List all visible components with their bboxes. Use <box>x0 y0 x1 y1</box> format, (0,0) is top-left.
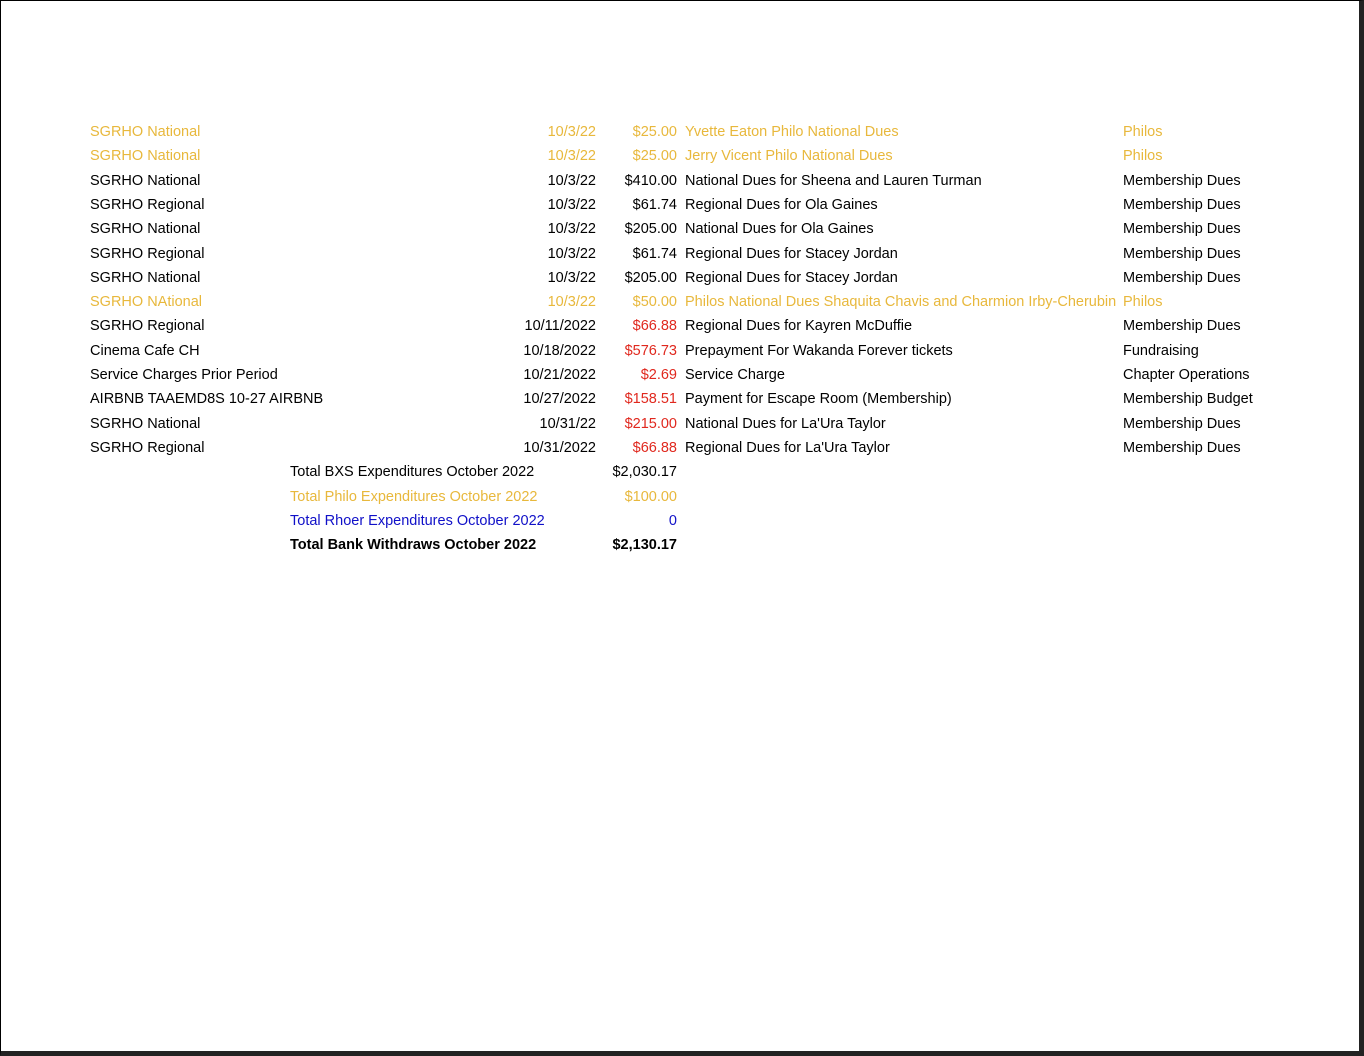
amount-cell: $66.88 <box>632 439 677 456</box>
table-row <box>1 290 1351 314</box>
category-cell: Philos <box>1123 294 1163 311</box>
description-cell: National Dues for Sheena and Lauren Turman <box>685 172 982 189</box>
payee-cell: SGRHO National <box>90 148 201 165</box>
payee-cell: SGRHO Regional <box>90 245 205 262</box>
total-row <box>1 533 1351 557</box>
category-cell: Chapter Operations <box>1123 367 1250 383</box>
category-cell: Philos <box>1123 148 1163 165</box>
payee-cell: SGRHO National <box>90 221 201 238</box>
description-cell: Regional Dues for La'Ura Taylor <box>685 439 890 456</box>
description-cell: Prepayment For Wakanda Forever tickets <box>685 342 953 359</box>
description-cell: Regional Dues for Kayren McDuffie <box>685 318 913 335</box>
total-label: Total BXS Expenditures October 2022 <box>290 464 535 481</box>
amount-cell: $50.00 <box>632 294 677 311</box>
table-row <box>1 363 1351 387</box>
payee-cell: Service Charges Prior Period <box>90 367 278 383</box>
table-row <box>1 436 1351 460</box>
total-label: Total Rhoer Expenditures October 2022 <box>290 512 545 529</box>
category-cell: Membership Dues <box>1123 318 1241 335</box>
date-cell: 10/3/22 <box>547 124 596 140</box>
table-row <box>1 193 1351 217</box>
payee-cell: Cinema Cafe CH <box>90 342 200 359</box>
total-row <box>1 460 1351 484</box>
amount-cell: $205.00 <box>624 269 677 286</box>
table-row <box>1 120 1351 144</box>
table-row <box>1 339 1351 363</box>
category-cell: Philos <box>1123 124 1163 140</box>
category-cell: Membership Dues <box>1123 172 1241 189</box>
amount-cell: $205.00 <box>624 221 677 238</box>
amount-cell: $61.74 <box>632 196 677 213</box>
table-row <box>1 387 1351 411</box>
description-cell: Yvette Eaton Philo National Dues <box>685 124 899 140</box>
table-row <box>1 314 1351 338</box>
amount-cell: $410.00 <box>624 172 677 189</box>
date-cell: 10/21/2022 <box>523 367 596 383</box>
payee-cell: AIRBNB TAAEMD8S 10-27 AIRBNB <box>90 391 324 408</box>
amount-cell: $61.74 <box>632 245 677 262</box>
total-row <box>1 509 1351 533</box>
table-row <box>1 217 1351 241</box>
table-row <box>1 412 1351 436</box>
payee-cell: SGRHO National <box>90 172 201 189</box>
description-cell: Payment for Escape Room (Membership) <box>685 391 952 408</box>
payee-cell: SGRHO National <box>90 124 201 140</box>
description-cell: National Dues for La'Ura Taylor <box>685 415 886 432</box>
category-cell: Membership Dues <box>1123 245 1241 262</box>
total-label: Total Philo Expenditures October 2022 <box>290 488 538 505</box>
amount-cell: $158.51 <box>624 391 677 408</box>
description-cell: National Dues for Ola Gaines <box>685 221 874 238</box>
payee-cell: SGRHO Regional <box>90 439 205 456</box>
total-amount: $100.00 <box>624 488 677 505</box>
date-cell: 10/3/22 <box>547 221 596 238</box>
description-cell: Jerry Vicent Philo National Dues <box>685 148 893 165</box>
date-cell: 10/3/22 <box>547 196 596 213</box>
total-label: Total Bank Withdraws October 2022 <box>290 537 537 554</box>
date-cell: 10/3/22 <box>547 172 596 189</box>
date-cell: 10/27/2022 <box>523 391 596 408</box>
date-cell: 10/3/22 <box>547 294 596 311</box>
category-cell: Membership Dues <box>1123 196 1241 213</box>
category-cell: Fundraising <box>1123 342 1199 359</box>
date-cell: 10/3/22 <box>547 148 596 165</box>
description-cell: Regional Dues for Stacey Jordan <box>685 245 898 262</box>
amount-cell: $66.88 <box>632 318 677 335</box>
table-row <box>1 242 1351 266</box>
category-cell: Membership Dues <box>1123 439 1241 456</box>
table-row <box>1 144 1351 168</box>
amount-cell: $2.69 <box>640 367 677 383</box>
total-amount: 0 <box>668 512 677 529</box>
category-cell: Membership Dues <box>1123 269 1241 286</box>
amount-cell: $25.00 <box>632 148 677 165</box>
date-cell: 10/3/22 <box>547 245 596 262</box>
date-cell: 10/11/2022 <box>524 318 596 335</box>
total-amount: $2,130.17 <box>612 537 677 554</box>
payee-cell: SGRHO National <box>90 415 201 432</box>
table-row <box>1 169 1351 193</box>
payee-cell: SGRHO Regional <box>90 318 205 335</box>
payee-cell: SGRHO NAtional <box>90 294 203 311</box>
total-amount: $2,030.17 <box>612 464 677 481</box>
table-row <box>1 266 1351 290</box>
amount-cell: $576.73 <box>624 342 677 359</box>
description-cell: Regional Dues for Ola Gaines <box>685 196 878 213</box>
amount-cell: $215.00 <box>624 415 677 432</box>
amount-cell: $25.00 <box>632 124 677 140</box>
category-cell: Membership Budget <box>1123 391 1253 408</box>
total-row <box>1 485 1351 509</box>
description-cell: Service Charge <box>685 367 785 383</box>
date-cell: 10/18/2022 <box>523 342 596 359</box>
payee-cell: SGRHO National <box>90 269 201 286</box>
date-cell: 10/31/2022 <box>523 439 596 456</box>
category-cell: Membership Dues <box>1123 415 1241 432</box>
description-cell: Philos National Dues Shaquita Chavis and Charmion Irby-Cherubin <box>685 294 1117 311</box>
category-cell: Membership Dues <box>1123 221 1241 238</box>
date-cell: 10/3/22 <box>547 269 596 286</box>
description-cell: Regional Dues for Stacey Jordan <box>685 269 898 286</box>
payee-cell: SGRHO Regional <box>90 196 205 213</box>
date-cell: 10/31/22 <box>539 415 596 432</box>
